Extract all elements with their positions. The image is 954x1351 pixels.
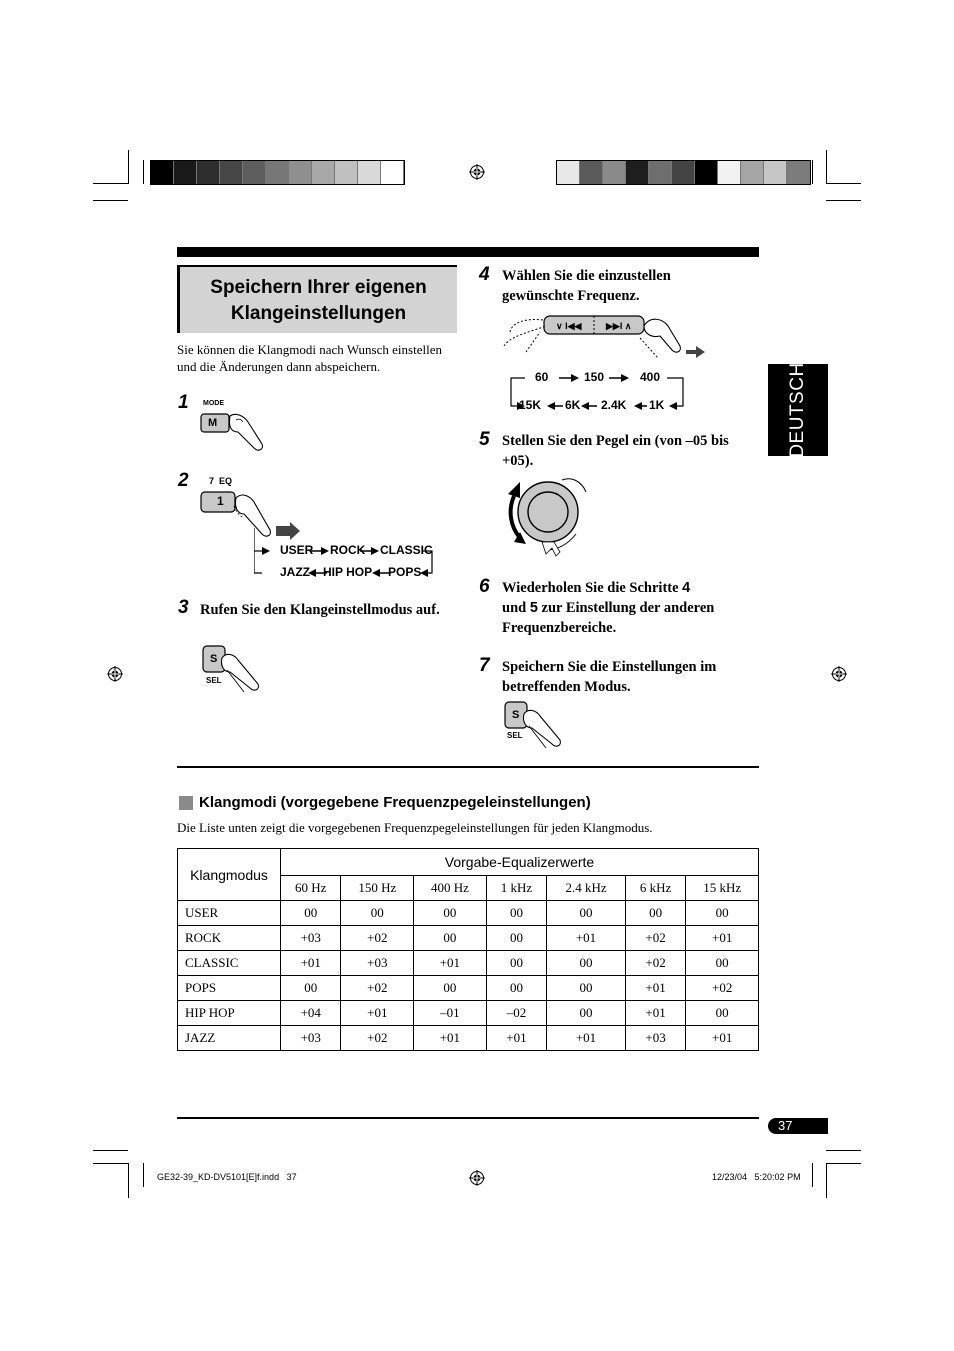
page-title-text [180, 275, 457, 327]
eq-button-number: 1 [217, 494, 224, 508]
calibration-swatch [289, 161, 312, 184]
step-6-text-c: zur Einstellung der anderen Frequenzbereiche. [502, 600, 715, 636]
sel-button-letter: S [512, 709, 520, 721]
table-value-cell: 00 [547, 901, 626, 926]
table-value-cell: +01 [341, 1001, 414, 1026]
table-header-group: Vorgabe-Equalizerwerte [281, 849, 759, 876]
calibration-swatch [787, 161, 810, 184]
calibration-swatch [197, 161, 220, 184]
table-mode-cell: JAZZ [178, 1026, 281, 1051]
table-mode-cell: USER [178, 901, 281, 926]
section-intro: Die Liste unten zeigt die vorgegebenen Frequenzpegeleinstellungen für jeden Klangmodus. [177, 820, 653, 835]
sound-mode-cycle-diagram [254, 528, 444, 588]
table-value-cell: 00 [281, 901, 341, 926]
table-value-cell: –02 [486, 1001, 546, 1026]
cycle-classic: CLASSIC [380, 543, 433, 557]
table-value-cell: 00 [486, 926, 546, 951]
sel-button-letter: S [210, 653, 218, 665]
freq-400: 400 [640, 370, 661, 384]
calibration-swatch [358, 161, 381, 184]
table-value-cell: 00 [547, 951, 626, 976]
table-value-cell: +03 [281, 1026, 341, 1051]
equalizer-table [177, 848, 759, 1051]
table-mode-cell: POPS [178, 976, 281, 1001]
table-mode-cell: HIP HOP [178, 1001, 281, 1026]
freq-1k: 1K [649, 398, 665, 412]
table-freq-header: 400 Hz [414, 876, 487, 901]
table-value-cell: +01 [547, 926, 626, 951]
table-value-cell: 00 [625, 901, 685, 926]
table-value-cell: +02 [625, 951, 685, 976]
table-value-cell: 00 [341, 901, 414, 926]
calibration-swatch [764, 161, 787, 184]
step-2-number: 2 [178, 470, 189, 491]
step-5-text: Stellen Sie den Pegel ein (von –05 bis +05). [502, 433, 729, 469]
table-value-cell: +02 [686, 976, 759, 1001]
table-value-cell: +02 [341, 976, 414, 1001]
eq-button-caption: 7 EQ [209, 476, 233, 486]
calibration-swatch [266, 161, 289, 184]
table-value-cell: 00 [547, 1001, 626, 1026]
table-value-cell: 00 [486, 951, 546, 976]
step-1-number: 1 [178, 392, 189, 413]
table-value-cell: +01 [486, 1026, 546, 1051]
cycle-hiphop: HIP HOP [323, 565, 373, 579]
freq-6k: 6K [565, 398, 581, 412]
calibration-swatch [695, 161, 718, 184]
svg-text:▶▶I ∧: ▶▶I ∧ [606, 321, 632, 331]
step-5-number: 5 [479, 429, 490, 450]
sel-button-press-icon [200, 644, 275, 696]
calibration-swatch [243, 161, 266, 184]
step-6-ref-5: 5 [529, 600, 538, 616]
header-rule [177, 247, 759, 257]
calibration-swatch [381, 161, 404, 184]
table-value-cell: +02 [625, 926, 685, 951]
table-row [178, 1026, 759, 1051]
page-number-text: 37 [778, 1118, 793, 1133]
freq-60: 60 [535, 370, 549, 384]
table-freq-header: 6 kHz [625, 876, 685, 901]
sel-button-press-icon [502, 700, 577, 752]
table-value-cell: +02 [341, 926, 414, 951]
table-mode-cell: ROCK [178, 926, 281, 951]
control-dial-icon [502, 472, 592, 562]
step-6-text [502, 578, 757, 638]
table-freq-header: 15 kHz [686, 876, 759, 901]
calibration-swatch [335, 161, 358, 184]
step-3-number: 3 [178, 597, 189, 618]
registration-mark-icon [107, 666, 123, 682]
table-row [178, 1001, 759, 1026]
table-header-mode: Klangmodus [178, 849, 281, 901]
table-freq-header: 2.4 kHz [547, 876, 626, 901]
table-value-cell: 00 [686, 901, 759, 926]
language-tab [768, 364, 828, 456]
freq-2-4k: 2.4K [601, 398, 627, 412]
calibration-swatch [557, 161, 580, 184]
step-3-text: Rufen Sie den Klangeinstellmodus auf. [200, 602, 440, 618]
calibration-swatch [220, 161, 243, 184]
step-6-text-a: Wiederholen Sie die Schritte [502, 580, 679, 596]
calibration-swatch [718, 161, 741, 184]
table-value-cell: +01 [686, 926, 759, 951]
cycle-rock: ROCK [330, 543, 366, 557]
step-7-text: Speichern Sie die Einstellungen im betreffenden Modus. [502, 659, 717, 695]
mode-button-caption: MODE [203, 400, 224, 407]
table-value-cell: +01 [686, 1026, 759, 1051]
step-6-ref-4: 4 [682, 580, 691, 596]
table-value-cell: 00 [486, 976, 546, 1001]
sel-button-caption: SEL [507, 731, 523, 740]
table-value-cell: 00 [486, 901, 546, 926]
table-value-cell: +04 [281, 1001, 341, 1026]
step-6-number: 6 [479, 576, 490, 597]
section-divider [177, 766, 759, 768]
calibration-swatch [649, 161, 672, 184]
step-6-text-b: und [502, 600, 527, 616]
calibration-swatch [626, 161, 649, 184]
calibration-swatch [151, 161, 174, 184]
cycle-user: USER [280, 543, 314, 557]
table-freq-header: 150 Hz [341, 876, 414, 901]
table-value-cell: +03 [281, 926, 341, 951]
table-value-cell: 00 [686, 1001, 759, 1026]
table-value-cell: –01 [414, 1001, 487, 1026]
footer-timestamp: 12/23/04 5:20:02 PM [712, 1172, 801, 1182]
table-freq-header: 1 kHz [486, 876, 546, 901]
calibration-swatch [312, 161, 335, 184]
section-heading: Klangmodi (vorgegebene Frequenzpegeleinstellungen) [199, 794, 591, 811]
table-freq-header: 60 Hz [281, 876, 341, 901]
table-value-cell: +01 [281, 951, 341, 976]
step-4-number: 4 [479, 264, 490, 285]
intro-text: Sie können die Klangmodi nach Wunsch einstellen und die Änderungen dann abspeichern. [177, 342, 442, 374]
table-value-cell: +01 [625, 976, 685, 1001]
page-number [768, 1118, 828, 1134]
table-value-cell: 00 [547, 976, 626, 1001]
table-value-cell: +02 [341, 1026, 414, 1051]
language-tab-label: DEUTSCH [787, 362, 808, 458]
table-row [178, 951, 759, 976]
cycle-pops: POPS [388, 565, 422, 579]
registration-mark-icon [469, 1170, 485, 1186]
mode-button-press-icon [198, 408, 278, 458]
page-title [177, 265, 457, 333]
registration-mark-icon [469, 164, 485, 180]
table-value-cell: +01 [547, 1026, 626, 1051]
mode-button-letter: M [208, 417, 218, 429]
seek-buttons-press-icon [500, 312, 710, 364]
table-value-cell: 00 [686, 951, 759, 976]
table-value-cell: +01 [414, 1026, 487, 1051]
section-square-icon [179, 796, 193, 810]
footer-rule [177, 1117, 759, 1119]
calibration-swatch [741, 161, 764, 184]
title-line-2: Klangeinstellungen [230, 303, 407, 324]
table-value-cell: 00 [281, 976, 341, 1001]
table-value-cell: 00 [414, 901, 487, 926]
freq-150: 150 [584, 370, 605, 384]
table-value-cell: +03 [625, 1026, 685, 1051]
table-value-cell: 00 [414, 926, 487, 951]
table-row [178, 901, 759, 926]
table-row [178, 926, 759, 951]
step-7-number: 7 [479, 655, 490, 676]
title-line-1: Speichern Ihrer eigenen [210, 277, 427, 298]
calibration-swatch [603, 161, 626, 184]
table-value-cell: +01 [625, 1001, 685, 1026]
calibration-swatch [672, 161, 695, 184]
table-row [178, 976, 759, 1001]
step-4-text: Wählen Sie die einzustellen gewünschte Frequenz. [502, 268, 671, 304]
freq-15k: 15K [519, 398, 542, 412]
cycle-jazz: JAZZ [280, 565, 310, 579]
table-value-cell: 00 [414, 976, 487, 1001]
sel-button-caption: SEL [206, 676, 222, 685]
calibration-swatch [174, 161, 197, 184]
calibration-bar-left [150, 160, 405, 185]
footer-file-info: GE32-39_KD-DV5101[E]f.indd 37 [157, 1172, 297, 1182]
registration-mark-icon [831, 666, 847, 682]
svg-text:∨ I◀◀: ∨ I◀◀ [556, 321, 582, 331]
table-value-cell: +01 [414, 951, 487, 976]
calibration-bar-right [556, 160, 811, 185]
table-mode-cell: CLASSIC [178, 951, 281, 976]
table-value-cell: +03 [341, 951, 414, 976]
calibration-swatch [580, 161, 603, 184]
